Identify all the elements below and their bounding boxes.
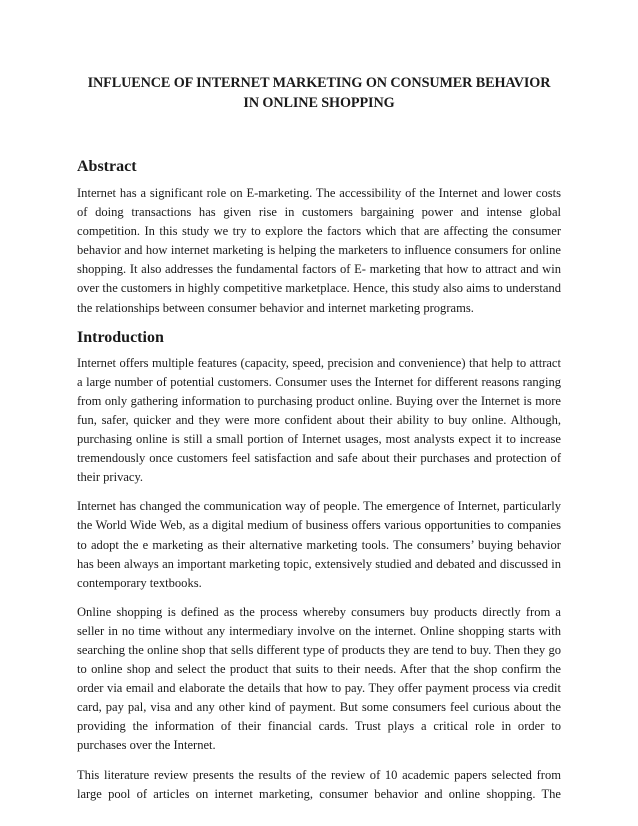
title-line-2: IN ONLINE SHOPPING	[243, 95, 395, 111]
document-page	[77, 0, 561, 804]
intro-paragraph-1: Internet offers multiple features (capacity, speed, precision and convenience) that help to attract a large number of potential customers. Consumer uses the Internet for different reasons ranging from only gathering information to purchasing product online. Buying over the Internet is more fun, safer, quicker and they were more confident about their ability to buy online. Although, purchasing online is still a small portion of Internet usages, most analysts expect it to increase tremendously once customers feel satisfaction and safe about their purchases and protection of their privacy.	[77, 355, 561, 485]
paper-title	[77, 73, 561, 113]
intro-paragraph-3: Online shopping is defined as the process whereby consumers buy products directly from a seller in no time without any intermediary involve on the internet. Online shopping starts with searching the online shop that sells different type of products they are tend to buy. Then they go to online shop and select the product that suits to their needs. After that the shop confirm the order via email and elaborate the details that how to pay. They offer payment process via credit card, pay pal, visa and any other kind of payment. But some consumers feel curious about the providing the information of their financial cards. Trust plays a critical role in order to purchases over the Internet.	[77, 604, 561, 753]
title-line-1: INFLUENCE OF INTERNET MARKETING ON CONSUMER BEHAVIOR	[87, 75, 551, 91]
abstract-paragraph: Internet has a significant role on E-marketing. The accessibility of the Internet and lower costs of doing transactions has given rise in customers bargaining power and intense global competition. In this study we try to explore the factors which that are affecting the consumer behavior and how internet marketing is helping the marketers to influence consumers for online shopping. It also addresses the fundamental factors of E- marketing that how to attract and win over the customers in highly competitive marketplace. Hence, this study also aims to understand the relationships between consumer behavior and internet marketing programs.	[77, 186, 561, 315]
introduction-heading: Introduction	[77, 328, 164, 346]
intro-paragraph-4: This literature review presents the results of the review of 10 academic papers selected from large pool of articles on internet marketing, consumer behavior and online shopping. The	[77, 767, 561, 801]
abstract-heading: Abstract	[77, 158, 137, 175]
intro-paragraph-2: Internet has changed the communication way of people. The emergence of Internet, particularly the World Wide Web, as a digital medium of business offers various opportunities to companies to adopt the e marketing as their alternative marketing tools. The consumers’ buying behavior has been always an important marketing topic, extensively studied and debated and discussed in contemporary textbooks.	[77, 499, 561, 590]
